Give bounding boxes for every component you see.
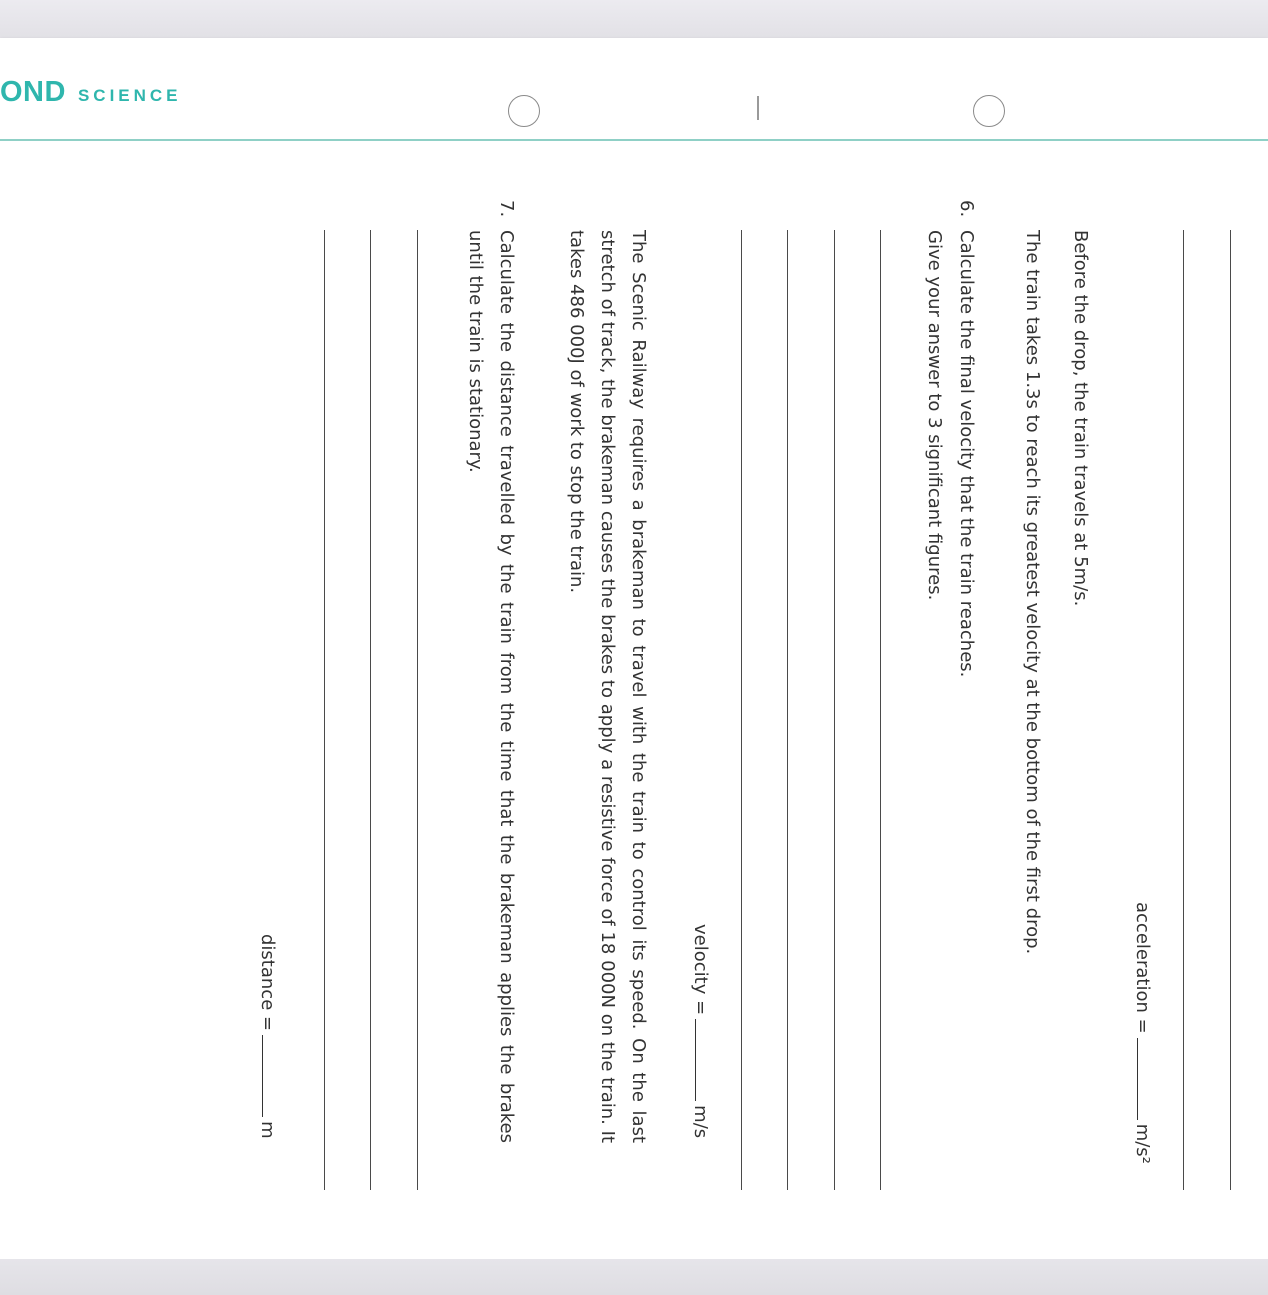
acceleration-blank[interactable] <box>1137 1038 1156 1120</box>
acceleration-answer <box>1127 902 1158 1164</box>
distance-answer <box>252 934 283 1139</box>
question-7-number: 7. <box>496 200 517 218</box>
velocity-label: velocity = <box>690 924 711 1016</box>
brand-main-text: OND <box>0 76 66 108</box>
center-mark <box>757 96 759 120</box>
question-6-line-1: Calculate the final velocity that the train reaches. <box>956 230 977 678</box>
intro-line-2: The train takes 1.3s to reach its greatest velocity at the bottom of the first drop. <box>1022 230 1043 955</box>
punch-hole-left <box>508 95 540 127</box>
acceleration-unit: m/s² <box>1132 1123 1153 1164</box>
question-6-line-2: Give your answer to 3 significant figures. <box>924 230 945 601</box>
answer-line <box>741 230 742 1190</box>
punch-hole-right <box>973 95 1005 127</box>
rotated-content <box>0 190 1268 1200</box>
velocity-answer <box>685 924 716 1138</box>
answer-line <box>417 230 418 1190</box>
distance-label: distance = <box>257 934 278 1032</box>
header-rule <box>0 139 1268 141</box>
question-6-number: 6. <box>956 200 977 218</box>
brand-logo <box>0 76 182 106</box>
distance-unit: m <box>257 1121 278 1139</box>
answer-line <box>1230 230 1231 1190</box>
scenario-paragraph: The Scenic Railway requires a brakeman to travel with the train to control its speed. On the last stretch of track, the brakeman causes the brakes to apply a resistive force of 18 000N on the train. It takes 486 000J of work to stop the train. <box>566 230 649 1143</box>
bottom-background <box>0 1259 1268 1295</box>
answer-line <box>324 230 325 1190</box>
answer-line <box>1183 230 1184 1190</box>
answer-line <box>880 230 881 1190</box>
top-background <box>0 0 1268 38</box>
question-7-text: Calculate the distance travelled by the train from the time that the brakeman applies the brakes until the train is stationary. <box>465 230 517 1143</box>
brand-sub-text: SCIENCE <box>77 86 182 105</box>
velocity-unit: m/s <box>690 1105 711 1139</box>
velocity-blank[interactable] <box>695 1019 714 1101</box>
answer-line <box>787 230 788 1190</box>
acceleration-label: acceleration = <box>1132 902 1153 1034</box>
answer-line <box>370 230 371 1190</box>
answer-line <box>834 230 835 1190</box>
distance-blank[interactable] <box>262 1035 281 1117</box>
intro-line-1: Before the drop, the train travels at 5m/s. <box>1070 230 1091 607</box>
